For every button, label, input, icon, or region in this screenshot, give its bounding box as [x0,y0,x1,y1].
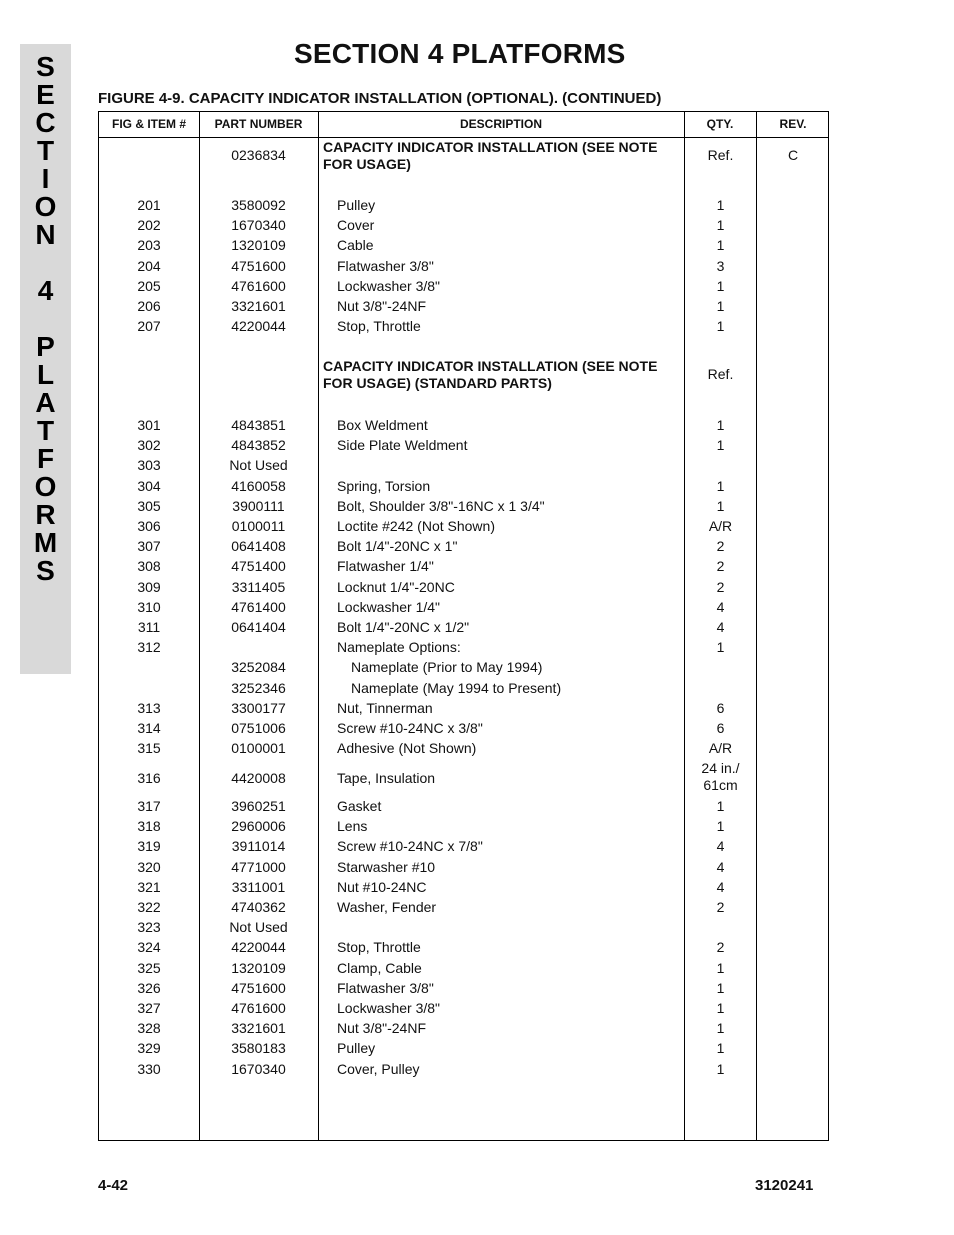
item-number: 206 [137,298,161,314]
quantity: 4 [716,838,725,855]
part-number: 0236834 [231,147,286,163]
part-number: 4740362 [231,899,286,915]
part-number: 1320109 [231,959,286,976]
quantity: 1 [716,318,725,335]
item-number: 314 [137,720,161,736]
item-number: 322 [137,899,161,915]
quantity: 1 [716,437,725,454]
item-number: 317 [137,798,161,814]
description: Flatwasher 3/8" [337,257,434,274]
description: Bolt 1/4"-20NC x 1" [337,538,458,555]
description: Cover, Pulley [337,1060,420,1077]
quantity: 1 [716,1020,725,1037]
group-description [323,139,678,173]
description: Flatwasher 3/8" [337,979,434,996]
side-tab-letter: M [33,527,58,558]
quantity: 2 [716,538,725,555]
item-number: 329 [137,1040,161,1057]
part-number: 3960251 [231,798,286,814]
figure-title: FIGURE 4-9. CAPACITY INDICATOR INSTALLATION (OPTIONAL). (CONTINUED) [98,90,662,107]
header-rev: REV. [779,117,807,131]
part-number: 4761600 [231,277,286,294]
description: Nut 3/8"-24NF [337,1020,427,1037]
item-number: 205 [137,277,161,294]
item-number: 327 [137,1000,161,1016]
description: Screw #10-24NC x 3/8" [337,720,483,736]
group-description-line: CAPACITY INDICATOR INSTALLATION (SEE NOTE [323,358,658,374]
quantity: 1 [716,1060,725,1077]
item-number: 302 [137,437,161,454]
item-number: 312 [137,639,161,656]
description: Starwasher #10 [337,858,436,875]
part-number: 3252084 [231,659,286,676]
description: Nut, Tinnerman [337,699,433,716]
quantity: 1 [716,1040,725,1057]
item-number: 321 [137,878,161,895]
part-number: 4843852 [231,437,286,454]
side-tab-letter: C [35,107,56,138]
side-tab-letter: N [35,219,56,250]
header-description: DESCRIPTION [459,117,542,131]
item-number: 316 [137,770,161,786]
quantity: 3 [716,257,725,274]
item-number: 328 [137,1020,161,1037]
quantity: 1 [716,818,725,835]
part-number: Not Used [229,457,288,474]
header-part-number: PART NUMBER [214,117,303,131]
item-number: 308 [137,558,161,575]
quantity: 4 [716,598,725,615]
group-description [323,358,678,392]
side-tab-letter: A [35,387,56,418]
quantity: Ref. [707,366,734,382]
group-description-line: FOR USAGE) (STANDARD PARTS) [323,375,552,391]
description: Lockwasher 3/8" [337,1000,441,1016]
quantity: 2 [716,578,725,595]
part-number: 3580183 [231,1040,286,1057]
part-number: 4220044 [231,318,286,335]
description: Flatwasher 1/4" [337,558,434,575]
item-number: 202 [137,217,161,234]
part-number: 1320109 [231,237,286,254]
side-tab-letter: S [36,51,55,82]
part-number: 3311001 [231,878,286,895]
side-tab-letter: P [36,331,55,362]
item-number: 309 [137,578,161,595]
item-number: 325 [137,959,161,976]
part-number: 3252346 [231,679,286,696]
quantity: A/R [708,518,733,534]
quantity: Ref. [707,147,734,163]
description: Cable [337,237,374,254]
header-divider [99,137,828,138]
side-tab-letter: O [34,471,57,502]
quantity: 4 [716,619,725,635]
description: Side Plate Weldment [337,437,468,454]
part-number: 3321601 [231,298,286,314]
part-number: 0641404 [231,619,286,635]
side-tab-letter: I [41,163,50,194]
column-divider [756,112,757,1140]
quantity: 2 [716,899,725,915]
part-number: 3580092 [231,197,286,213]
item-number: 318 [137,818,161,835]
part-number: 4420008 [231,770,286,786]
quantity: 1 [716,237,725,254]
part-number: 1670340 [231,217,286,234]
description: Tape, Insulation [337,770,436,786]
item-number: 304 [137,477,161,494]
description: Box Weldment [337,417,428,433]
item-number: 204 [137,257,161,274]
part-number: 3311405 [231,578,286,595]
description: Washer, Fender [337,899,437,915]
quantity-line: 61cm [703,777,738,793]
quantity: 1 [716,298,725,314]
page-title: SECTION 4 PLATFORMS [294,38,626,69]
item-number: 307 [137,538,161,555]
item-number: 201 [137,197,161,213]
item-number: 305 [137,497,161,514]
description: Gasket [337,798,382,814]
quantity: 1 [716,417,725,433]
side-tab-letter: S [36,555,55,586]
side-tab-letter: T [36,135,55,166]
quantity: 4 [716,858,725,875]
item-number: 303 [137,457,161,474]
description: Locknut 1/4"-20NC [337,578,455,595]
item-number: 330 [137,1060,161,1077]
part-number: 4751600 [231,257,286,274]
header-fig-item: FIG & ITEM # [111,117,186,131]
quantity: 1 [716,277,725,294]
side-tab-letter: 4 [37,275,54,306]
description: Nameplate Options: [337,639,461,656]
group-description-line: CAPACITY INDICATOR INSTALLATION (SEE NOTE [323,139,658,155]
side-tab-letter: E [36,79,55,110]
item-number: 324 [137,939,161,956]
item-number: 203 [137,237,161,254]
part-number: 4761400 [231,598,286,615]
quantity: 1 [716,798,725,814]
item-number: 306 [137,518,161,534]
part-number: 4220044 [231,939,286,956]
quantity: 6 [716,699,725,716]
item-number: 310 [137,598,161,615]
quantity: 4 [716,878,725,895]
description: Stop, Throttle [337,939,421,956]
item-number: 326 [137,979,161,996]
description: Nameplate (May 1994 to Present) [351,679,562,696]
part-number: 3900111 [232,497,285,514]
quantity: 2 [716,558,725,575]
item-number: 301 [137,417,161,433]
part-number: 3300177 [231,699,286,716]
quantity: 1 [716,1000,725,1016]
part-number: 4751400 [231,558,286,575]
description: Bolt 1/4"-20NC x 1/2" [337,619,470,635]
item-number: 320 [137,858,161,875]
description: Nut #10-24NC [337,878,427,895]
quantity: 1 [716,197,725,213]
description: Lens [337,818,368,835]
description: Lockwasher 1/4" [337,598,441,615]
description: Spring, Torsion [337,477,431,494]
side-tab-letter: O [34,191,57,222]
item-number: 323 [137,919,161,936]
parts-table [98,111,829,1141]
quantity: 1 [716,497,725,514]
part-number: 0641408 [231,538,286,555]
description: Nameplate (Prior to May 1994) [351,659,543,676]
description: Screw #10-24NC x 7/8" [337,838,483,855]
part-number: 3321601 [231,1020,286,1037]
part-number: 0100011 [231,518,286,534]
part-number: 4160058 [231,477,286,494]
quantity: A/R [708,740,733,757]
item-number: 313 [137,699,161,716]
part-number: Not Used [229,919,288,936]
quantity: 6 [716,720,725,736]
part-number: 4771000 [231,858,286,875]
group-description-line: FOR USAGE) [323,156,411,172]
item-number: 311 [137,619,161,635]
page-number: 4-42 [98,1177,129,1194]
quantity: 1 [716,959,725,976]
description: Nut 3/8"-24NF [337,298,427,314]
part-number: 1670340 [231,1060,286,1077]
part-number: 4843851 [231,417,286,433]
part-number: 3911014 [231,838,286,855]
description: Pulley [337,1040,376,1057]
description: Pulley [337,197,376,213]
quantity [685,760,756,794]
item-number: 315 [137,740,161,757]
description: Stop, Throttle [337,318,421,335]
quantity: 1 [716,639,725,656]
column-divider [318,112,319,1140]
quantity: 2 [716,939,725,956]
side-tab-letter: T [36,415,55,446]
part-number: 2960006 [231,818,286,835]
part-number: 0751006 [231,720,286,736]
description: Adhesive (Not Shown) [337,740,477,757]
quantity: 1 [716,217,725,234]
side-tab-letter: R [35,499,56,530]
description: Lockwasher 3/8" [337,277,441,294]
quantity: 1 [716,477,725,494]
quantity-line: 24 in./ [701,760,740,776]
part-number: 4751600 [231,979,286,996]
description: Loctite #242 (Not Shown) [337,518,495,534]
part-number: 4761600 [231,1000,286,1016]
revision: C [787,147,799,163]
quantity: 1 [716,979,725,996]
document-number: 3120241 [755,1177,814,1194]
item-number: 207 [137,318,161,335]
description: Clamp, Cable [337,959,422,976]
description: Cover [337,217,375,234]
side-tab-letter: F [36,443,55,474]
header-qty: QTY. [706,117,734,131]
part-number: 0100001 [231,740,286,757]
side-tab-letter: L [36,359,55,390]
section-side-tab [20,44,71,674]
item-number: 319 [137,838,161,855]
description: Bolt, Shoulder 3/8"-16NC x 1 3/4" [337,497,545,514]
